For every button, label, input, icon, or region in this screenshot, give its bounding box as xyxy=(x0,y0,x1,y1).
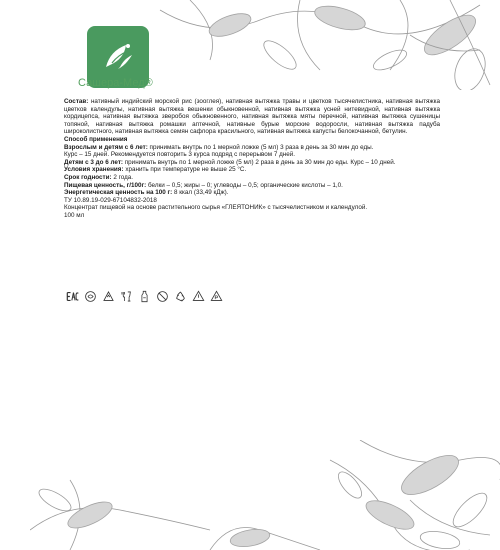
no-gmo-icon xyxy=(156,290,169,303)
composition-text: нативный индийский морской рис (зооглея), нативная вытяжка травы и цветков тысячелистника, нативная вытяжка цветков календулы, нативная вытяжка вешенки обыкновенной, нативная вытяжка усней нитевидной, нативная вытяжка кордицепса, нативная вытяжка зверобоя обыкновенного, нативная вытяжка мяты перечной, нативная вытяжка сушеницы топяной, нативная вытяжка ромашки аптечной, нативные бурые морские водоросли, нативная вытяжка падуба широколистного, нативная вытяжка семян сафлора красильного, нативная вытяжка капусты белокочанной, бетулин. xyxy=(64,98,440,136)
manufacturer-mark-icon xyxy=(84,290,97,303)
energy-label: Энергетическая ценность на 100 г: xyxy=(64,189,173,197)
adults-course: Курс – 15 дней. Рекомендуется повторить 3 курса подряд с перерывом 7 дней. xyxy=(64,151,296,159)
energy-paragraph xyxy=(64,189,440,197)
children-text: принимать внутрь по 1 мерной ложке (5 мл) 2 раза в день за 30 мин до еды. Курс – 10 дней. xyxy=(124,158,396,166)
adults-text: принимать внутрь по 1 мерной ложке (5 мл) 3 раза в день за 30 мин до еды. xyxy=(149,143,374,151)
mobius-recycle-icon xyxy=(174,290,187,303)
label-text xyxy=(64,98,440,220)
nutrition-label: Пищевая ценность, г/100г: xyxy=(64,181,147,189)
leaf-bird-icon xyxy=(98,37,138,77)
storage-label: Условия хранения: xyxy=(64,166,124,174)
pp-recycle-icon xyxy=(210,290,223,303)
usage-heading-text: Способ применения xyxy=(64,135,128,143)
nutrition-paragraph xyxy=(64,182,440,190)
recycle-triangle-icon xyxy=(192,290,205,303)
glass-fork-icon xyxy=(120,290,133,303)
adults-label: Взрослым и детям с 6 лет: xyxy=(64,143,148,151)
shelf-life-paragraph xyxy=(64,174,440,182)
floral-bottom-decoration xyxy=(30,440,500,550)
children-label: Детям с 3 до 6 лет: xyxy=(64,158,124,166)
composition-paragraph xyxy=(64,98,440,136)
volume: 100 мл xyxy=(64,211,85,219)
storage-paragraph xyxy=(64,166,440,174)
usage-heading xyxy=(64,136,440,144)
energy-text: 8 ккал (33,49 кДж). xyxy=(174,189,229,197)
eac-mark-icon xyxy=(66,290,79,303)
nutrition-text: белки – 0,5; жиры – 0; углеводы – 0,5; органические кислоты – 1,0. xyxy=(147,181,343,189)
bottle-recycle-icon xyxy=(138,290,151,303)
product-description: Концентрат пищевой на основе растительного сырья «ГЛЕЯТОНИК» с тысячелистником и календулой. xyxy=(64,204,368,212)
brand-name: Сашера-Мед® xyxy=(78,77,153,89)
recycle-triangle-icon xyxy=(102,290,115,303)
floral-top-decoration xyxy=(150,0,500,90)
shelf-life-text: 2 года. xyxy=(113,173,134,181)
composition-label: Состав: xyxy=(64,98,89,105)
storage-text: хранить при температуре не выше 25 °C. xyxy=(125,166,247,174)
shelf-life-label: Срок годности: xyxy=(64,173,112,181)
tu-code: ТУ 10.89.19-029-67104832-2018 xyxy=(64,196,157,204)
certification-icons xyxy=(66,290,223,303)
